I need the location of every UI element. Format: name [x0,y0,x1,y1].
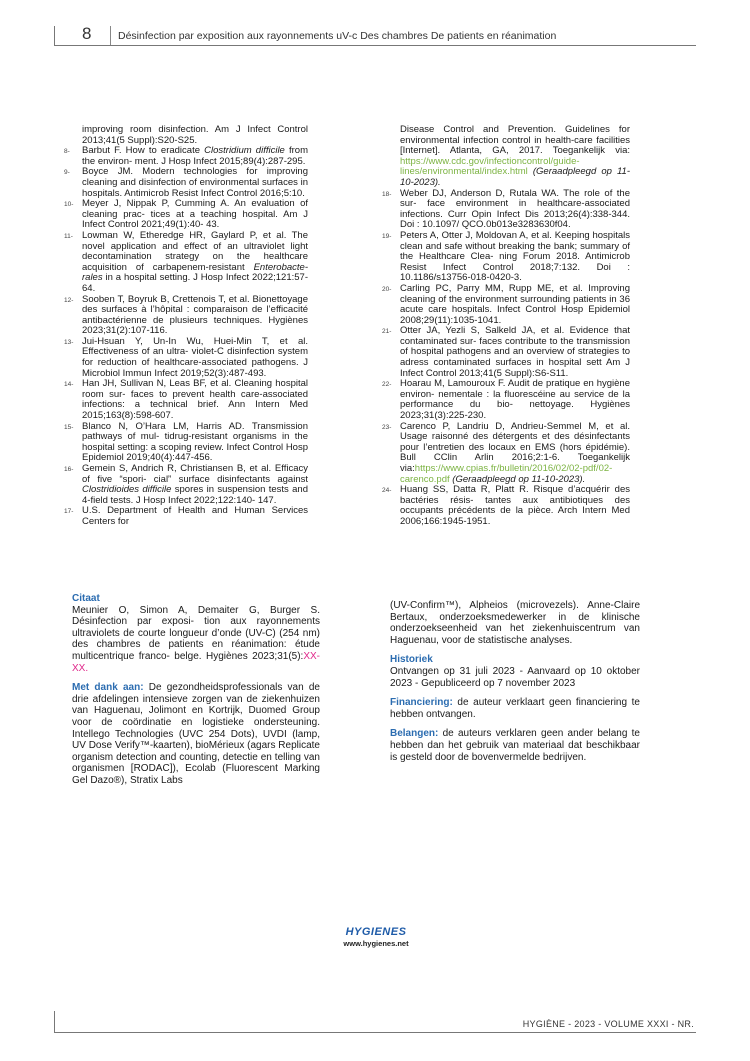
running-title: Désinfection par exposition aux rayonnements uV-c Des chambres De patients en réanimation [118,30,557,42]
reference-number: 23- [382,423,392,431]
reference-text: Boyce JM. Modern technologies for improving cleaning and disinfection of environmental surfaces in hospitals. Antimicrob Resist Infect Control 2016;5:10. [82,166,308,199]
acknowledgements-block [72,682,320,786]
reference-item [64,464,308,506]
references-left-column [64,125,308,528]
citation-text: Meunier O, Simon A, Demaiter G, Burger S. Désinfection par exposi- tion aux rayonnements ultraviolets de courte longueur d’onde (UV-C) (254 nm) des chambres de patients en réanimation: étude multicentrique franco- belge. Hygiènes 2023;31(5): [72,604,320,662]
reference-item [64,379,308,421]
reference-number: 8- [64,148,70,156]
reference-item [64,506,308,527]
reference-item [382,231,630,284]
reference-number: 14- [64,381,74,389]
reference-number: 13- [64,338,74,346]
reference-text: Peters A, Otter J, Moldovan A, et al. Keeping hospitals clean and safe without breaking the bank; summary of the Healthcare Clea- ning Forum 2018. Antimicrob Resist Infect Control 2018;7:132. Doi : 10.1186/s13756-018-0420-3. [400,229,630,284]
reference-number: 15- [64,423,74,431]
reference-item [382,125,630,189]
references-right-column [382,125,630,528]
funding-text: de auteur verklaart geen financiering te hebben ontvangen. [390,697,640,720]
reference-item [64,231,308,295]
reference-item [64,167,308,199]
acknowledgements-text: De gezondheidsprofessionals van de drie afdelingen intensieve zorgen van de ziekenhuizen van Haguenau, Jolimont en Kortrijk, Duomed Group voor de coördinatie en logistieke ondersteuning. Intellego Technologies (UVC 254 Dots), UVDI (lamp, UV Dose Verify™-kaarten), bioMérieux (agars Replicate organism detection and counting, detectie en telling van organismen [RODAC]), Ecolab (Fluorescent Marking Gel Dazo®), Stratix Labs [72,682,320,786]
reference-text: Jui-Hsuan Y, Un-In Wu, Huei-Min T, et al. Effectiveness of an ultra- violet-C disinfection system for reduction of healthcare-associated pathogens. J Microbiol Immun Infect 2019;52(3):487-493. [82,335,308,379]
reference-text: Otter JA, Yezli S, Salkeld JA, et al. Evidence that contaminated sur- faces contribute to the transmission of hospital pathogens and an overview of strategies to adress contaminated surfaces in hospital sett Am J Infect Control 2013;41(5 Suppl):S6-S11. [400,325,630,379]
reference-item [382,189,630,231]
reference-text: Sooben T, Boyruk B, Crettenois T, et al. Bionettoyage des surfaces à l’hôpital : comparaison de l’efficacité antibactérienne de plusieurs techniques. Hygiènes 2023;31(2):107-116. [82,293,308,337]
reference-number: 16- [64,466,74,473]
citation-block [72,593,320,674]
reference-item [382,485,630,527]
reference-text: Barbut F. How to eradicate [82,145,205,157]
reference-number: 11- [64,232,73,240]
reference-number: 10- [64,201,74,209]
hygienes-logo[interactable] [336,926,416,948]
citation-pages: XX-XX. [72,650,320,674]
reference-text: Carling PC, Parry MM, Rupp ME, et al. Improving cleaning of the environment surrounding patients in 36 acute care hospitals. Infect Control Hosp Epidemiol 2008;29(11):1035-1041. [400,282,630,326]
reference-text: U.S. Department of Health and Human Services Centers for [82,505,308,527]
reference-text: from the environ- ment. J Hosp Infect 2015;89(4):287-295. [82,145,308,167]
reference-text: Weber DJ, Anderson D, Rutala WA. The role of the sur- face environment in healthcare-associated infections. Curr Opin Infect Dis 2013;26(4):338-344. Doi : 10.1097/ QCO.0b013e3283630f04. [400,187,630,231]
reference-number: 18- [382,190,392,198]
reference-item [64,337,308,379]
reference-text: Carenco P, Landriu D, Andrieu-Semmel M, et al. Usage raisonné des détergents et des désinfectants pour l’entretien des locaux en EMS (hors épidémie). Bull CClin Arlin 2016;2:1-6. Toegankelijk via: [400,420,630,474]
reference-text: Enterobacte- rales [82,261,308,284]
reference-item [64,146,308,167]
reference-text: Blanco N, O’Hara LM, Harris AD. Transmission pathways of mul- tidrug-resistant organisms in the hospital setting: a scoping review. Infect Control Hosp Epidemiol 2019;40(4):447-456. [82,420,308,464]
reference-item [64,125,308,146]
history-block [390,654,640,689]
reference-number: 19- [382,232,392,240]
reference-text: Hoarau M, Lamouroux F. Audit de pratique en hygiène environ- nementale : la fluorescéine au service de la performance du bio- nettoyage. Hygiènes 2023;31(3):225-230. [400,378,630,422]
header-rule [54,45,696,46]
funding-block [390,697,640,720]
reference-text: (Geraadpleegd op 11-10-2023). [400,166,630,188]
page-header [54,26,696,46]
reference-item [64,422,308,464]
reference-text: Gemein S, Andrich R, Christiansen B, et al. Efficacy of five “spori- cial” surface disinfectants against [82,463,308,485]
logo-url[interactable]: www.hygienes.net [343,939,409,948]
header-separator [110,26,111,46]
reference-text: (Geraadpleegd op 11-10-2023). [452,473,586,485]
interests-text: de auteurs verklaren geen ander belang te hebben dan het gebruik van materiaal dat beschikbaar is gesteld door de bovenvermelde bedrijven. [390,728,640,763]
reference-text: Han JH, Sullivan N, Leas BF, et al. Cleaning hospital room sur- faces to prevent health care-associated infections: a technical brief. Ann Intern Med 2015;163(8):598-607. [82,378,308,422]
logo-wordmark: HYGIENES [345,926,407,938]
reference-link[interactable]: https://www.cdc.gov/infectioncontrol/guide- lines/environmental/index.html [400,155,580,178]
history-text: Ontvangen op 31 juli 2023 - Aanvaard op 10 oktober 2023 - Gepubliceerd op 7 november 2023 [390,665,640,689]
reference-text: Clostridium difficile [204,145,285,157]
reference-item [382,379,630,421]
footer-rule [54,1032,696,1033]
reference-item [382,326,630,379]
interests-block [390,728,640,763]
reference-number: 21- [382,328,392,336]
funding-label: Financiering: [390,697,453,709]
reference-number: 12- [64,296,74,304]
reference-item [64,295,308,337]
citation-label: Citaat [72,593,100,604]
reference-item [64,199,308,231]
history-label: Historiek [390,654,433,666]
reference-text: improving room disinfection. Am J Infect Control 2013;41(5 Suppl):S20-S25. [82,124,308,146]
reference-text: in a hospital setting. J Hosp Infect 2022;121:57-64. [82,272,308,294]
metadata-right-column [390,600,640,771]
reference-item [382,284,630,326]
reference-number: 24- [382,487,392,495]
reference-number: 20- [382,285,392,293]
footer-left-rule [54,1011,55,1033]
acknowledgements-continued: (UV-Confirm™), Alpheios (microvezels). Anne-Claire Bertaux, onderzoeksmedewerker in de klinische onderzoekseenheid van het ziekenhuiscentrum van Haguenau, voor de statistische analyses. [390,600,640,646]
reference-text: Huang SS, Datta R, Platt R. Risque d’acquérir des bactéries résis- tantes aux antibiotiques des occupants précédents de la pièce. Arch Intern Med 2006;166:1945-1951. [400,484,630,527]
acknowledgements-label: Met dank aan: [72,682,144,694]
reference-text: spores in suspension tests and 4-field tests. J Hosp Infect 2022;122:140- 147. [82,484,308,506]
reference-text: Disease Control and Prevention. Guidelines for environmental infection control in health-care facilities [Internet]. Atlanta, GA, 2017. Toegankelijk via: [400,124,630,157]
reference-number: 17- [64,508,74,516]
page-number: 8 [82,24,92,43]
reference-number: 22- [382,381,392,389]
reference-text: Meyer J, Nippak P, Cumming A. An evaluation of cleaning prac- tices at a teaching hospital. Am J Infect Control 2021;49(1):40- 43. [82,198,308,231]
metadata-left-column [72,593,320,795]
reference-number: 9- [64,169,70,177]
page-footer: HYGIÈNE - 2023 - VOLUME XXXI - NR. [522,1019,694,1029]
reference-link[interactable]: https://www.cpias.fr/bulletin/2016/02/02-pdf/02- carenco.pdf [400,463,613,485]
reference-text: Clostridioides difficile [82,484,172,496]
reference-item [382,422,630,486]
reference-text: Lowman W, Etheredge HR, Gaylard P, et al. The novel application and effect of an ultraviolet light decontamination strategy on the healthcare acquisition of carbapenem-resistant [82,229,308,273]
interests-label: Belangen: [390,728,439,740]
